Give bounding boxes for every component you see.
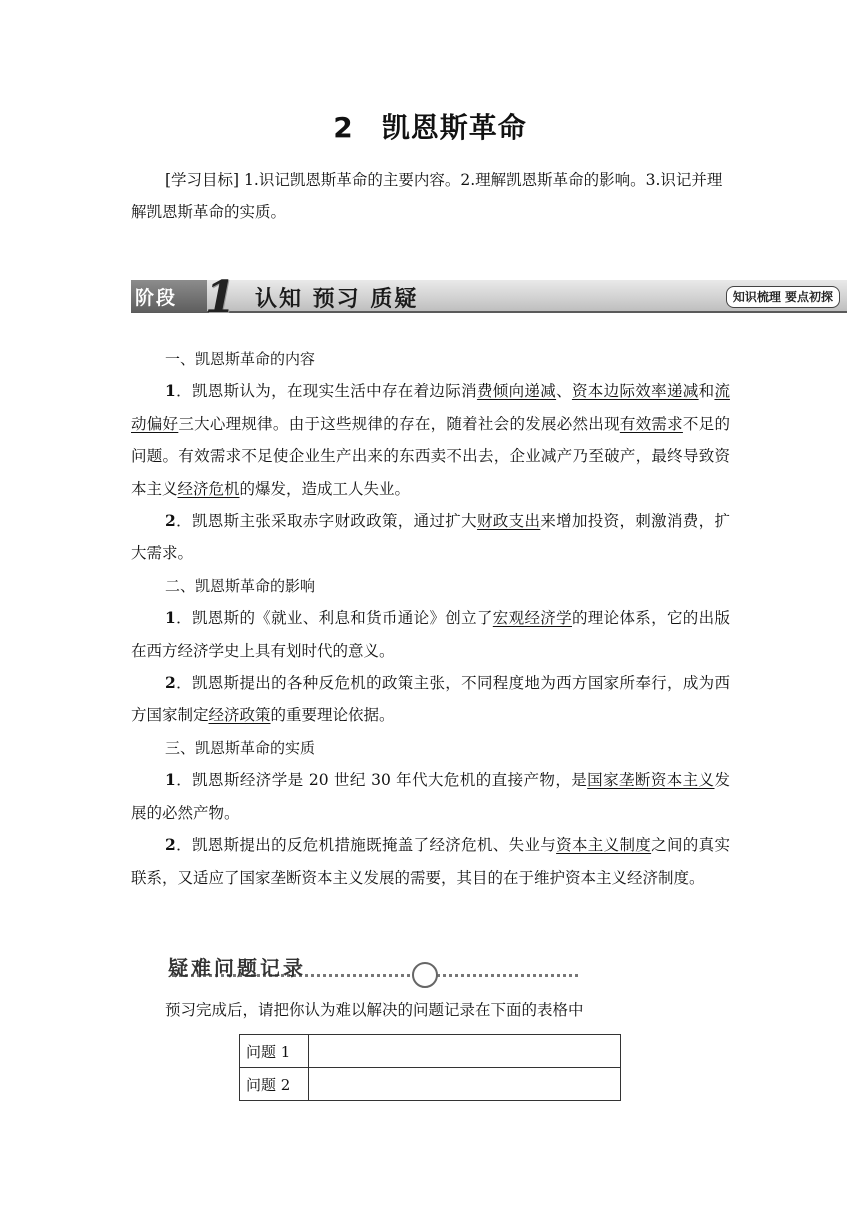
page-title: [0, 106, 860, 146]
section-paragraph: [131, 375, 730, 505]
paragraph-text: 三大心理规律。由于这些规律的存在，随着社会的发展必然出现: [178, 414, 620, 433]
banner-divider: [131, 311, 847, 313]
note-heading: [168, 948, 448, 988]
paragraph-text: ．凯恩斯的《就业、利息和货币通论》创立了: [175, 609, 493, 628]
paragraph-text: ．凯恩斯认为，在现实生活中存在着边际消: [175, 382, 477, 401]
paragraph-text: 的爆发，造成工人失业。: [239, 479, 411, 498]
learning-goals-label: [学习目标]: [165, 171, 240, 189]
key-term: 资本边际效率递减: [571, 382, 699, 401]
section-heading: 二、凯恩斯革命的影响: [165, 576, 316, 595]
stage-title: 认知 预习 质疑: [255, 287, 419, 312]
stage-banner: [131, 272, 847, 323]
question-label: 问题 2: [240, 1068, 309, 1101]
question-answer-cell[interactable]: [309, 1035, 621, 1068]
table-row: [240, 1035, 621, 1068]
key-term: 有效需求: [619, 414, 683, 433]
paragraph-number: 1: [165, 608, 176, 628]
paragraph-text: 来增加投资，刺激消费，扩大需求。: [131, 512, 730, 563]
paragraph-text: ．凯恩斯提出的各种反危机的政策主张，不同程度地为西方国家所奉行，成为西方国家制定: [131, 674, 730, 725]
section-paragraph: [131, 764, 730, 829]
paragraph-number: 2: [165, 835, 176, 855]
table-row: [240, 1068, 621, 1101]
question-label: 问题 1: [240, 1035, 309, 1068]
paragraph-text: ．凯恩斯提出的反危机措施既掩盖了经济危机、失业与: [175, 836, 557, 855]
paragraph-text: 发展的必然产物。: [131, 771, 730, 822]
paragraph-number: 2: [165, 511, 176, 531]
paragraph-text: 的理论体系，它的出版在西方经济学史上具有划时代的意义。: [131, 609, 730, 660]
paragraph-text: 之间的真实联系，又适应了国家垄断资本主义发展的需要，其目的在于维护资本主义经济制度。: [131, 836, 730, 887]
key-term: 经济危机: [177, 479, 240, 498]
stage-number: 1: [205, 272, 236, 323]
learning-goals-text: 1.识记凯恩斯革命的主要内容。2.理解凯恩斯革命的影响。3.识记并理解凯恩斯革命的实质。: [131, 171, 723, 221]
key-term: 财政支出: [476, 512, 541, 531]
paragraph-number: 1: [165, 770, 176, 790]
main-content: [131, 343, 730, 894]
question-table: [239, 1034, 621, 1101]
note-instruction: 预习完成后，请把你认为难以解决的问题记录在下面的表格中: [165, 1001, 584, 1019]
section-heading: 一、凯恩斯革命的内容: [165, 350, 316, 368]
stage-tag: 知识梳理 要点初探: [726, 286, 840, 308]
paragraph-number: 1: [165, 381, 176, 401]
paragraph-text: 不足的问题。有效需求不足使企业生产出来的东西卖不出去，企业减产乃至破产，最终导致资本主义: [131, 414, 730, 498]
paragraph-text: 和: [698, 382, 715, 401]
question-answer-cell[interactable]: [309, 1068, 621, 1101]
paragraph-text: 、: [556, 382, 572, 401]
key-term: 国家垄断资本主义: [587, 771, 715, 790]
section-paragraph: [131, 667, 730, 732]
key-term: 资本主义制度: [556, 836, 652, 855]
paragraph-text: ．凯恩斯主张采取赤字财政政策，通过扩大: [175, 512, 477, 531]
lesson-number: 2: [333, 111, 354, 144]
stage-label: 阶段: [135, 287, 178, 309]
section-paragraph: [131, 829, 730, 894]
paragraph-text: ．凯恩斯经济学是 20 世纪 30 年代大危机的直接产物，是: [175, 771, 588, 790]
lesson-title: 凯恩斯革命: [381, 111, 527, 144]
section-heading: 三、凯恩斯革命的实质: [165, 738, 316, 757]
key-term: 费倾向递减: [476, 382, 557, 401]
note-circle-icon: [412, 962, 438, 988]
learning-goals: [131, 164, 731, 228]
note-label: 疑难问题记录: [168, 956, 306, 980]
stage-box: [131, 280, 207, 312]
paragraph-text: 的重要理论依据。: [270, 706, 395, 725]
paragraph-number: 2: [165, 673, 176, 693]
key-term: 经济政策: [208, 706, 271, 725]
section-paragraph: [131, 602, 730, 667]
key-term: 流动偏好: [131, 382, 730, 433]
section-paragraph: [131, 505, 730, 570]
key-term: 宏观经济学: [492, 609, 572, 628]
